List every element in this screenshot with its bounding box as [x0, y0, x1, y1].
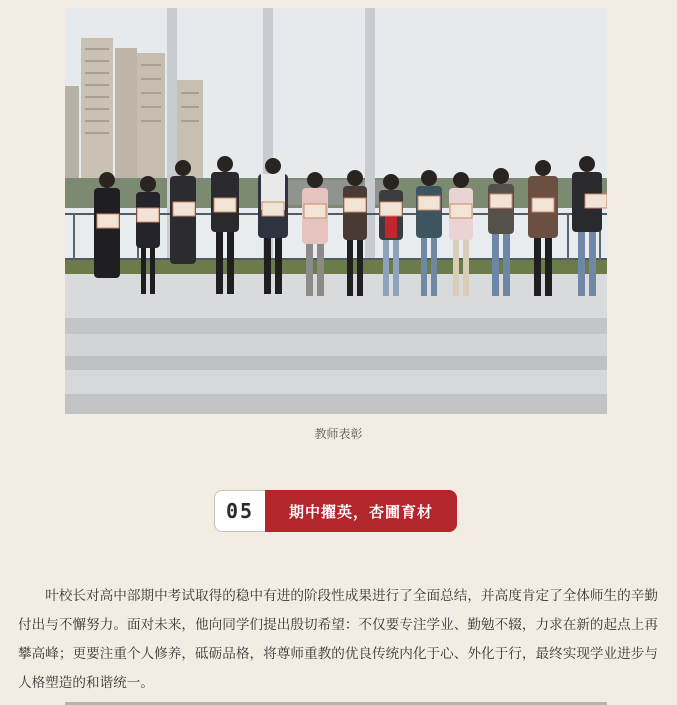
photo-caption: 教师表彰 [314, 427, 363, 441]
section-header [214, 490, 457, 532]
photo-illustration [65, 8, 607, 414]
body-paragraph: 叶校长对高中部期中考试取得的稳中有进的阶段性成果进行了全面总结，并高度肯定了全体师生的辛勤付出与不懈努力。面对未来，他向同学们提出殷切希望：不仅要专注学业、勤勉不辍，力求在新的起点上再攀高峰；更要注重个人修养，砥砺品格，将尊师重教的优良传统内化于心、外化于行，最终实现学业进步与人格塑造的和谐统一。 [18, 588, 658, 691]
award-ceremony-photo [65, 8, 607, 414]
section-title: 期中擢英，杏圃育材 [265, 490, 457, 532]
section-number: 05 [214, 490, 265, 532]
